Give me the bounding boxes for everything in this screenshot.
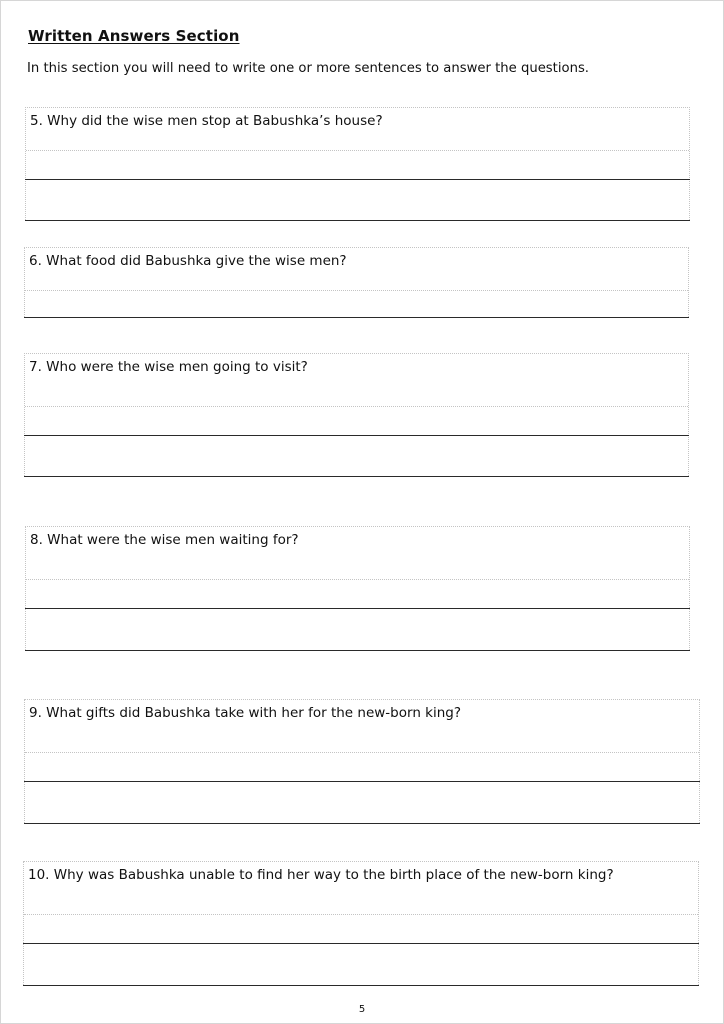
answer-line-1[interactable] bbox=[25, 291, 688, 317]
question-block-7 bbox=[24, 353, 689, 476]
question-text: 9. What gifts did Babushka take with her for the new-born king? bbox=[29, 705, 462, 721]
section-title: Written Answers Section bbox=[28, 27, 240, 45]
answer-rule bbox=[25, 650, 690, 651]
answer-line-1[interactable] bbox=[24, 915, 698, 943]
question-block-10 bbox=[23, 861, 699, 985]
answer-line-1[interactable] bbox=[26, 580, 689, 608]
answer-line-2[interactable] bbox=[24, 944, 698, 985]
answer-line-2[interactable] bbox=[25, 782, 699, 823]
section-instructions: In this section you will need to write one or more sentences to answer the questions. bbox=[27, 61, 590, 76]
answer-rule bbox=[25, 220, 690, 221]
question-text: 7. Who were the wise men going to visit? bbox=[29, 359, 308, 375]
answer-line-2[interactable] bbox=[25, 436, 688, 476]
question-block-5 bbox=[25, 107, 690, 220]
question-block-8 bbox=[25, 526, 690, 650]
question-text: 6. What food did Babushka give the wise men? bbox=[29, 253, 347, 269]
answer-rule bbox=[23, 985, 699, 986]
answer-line-1[interactable] bbox=[26, 151, 689, 179]
page-number: 5 bbox=[358, 1004, 366, 1015]
answer-rule bbox=[24, 476, 689, 477]
answer-line-1[interactable] bbox=[25, 407, 688, 435]
question-block-6 bbox=[24, 247, 689, 317]
answer-rule bbox=[24, 823, 700, 824]
question-text: 10. Why was Babushka unable to find her way to the birth place of the new-born king? bbox=[28, 867, 614, 883]
answer-line-2[interactable] bbox=[26, 609, 689, 650]
question-text: 5. Why did the wise men stop at Babushka’s house? bbox=[30, 113, 383, 129]
answer-line-1[interactable] bbox=[25, 753, 699, 781]
question-block-9 bbox=[24, 699, 700, 823]
answer-rule bbox=[24, 317, 689, 318]
question-text: 8. What were the wise men waiting for? bbox=[30, 532, 299, 548]
answer-line-2[interactable] bbox=[26, 180, 689, 220]
